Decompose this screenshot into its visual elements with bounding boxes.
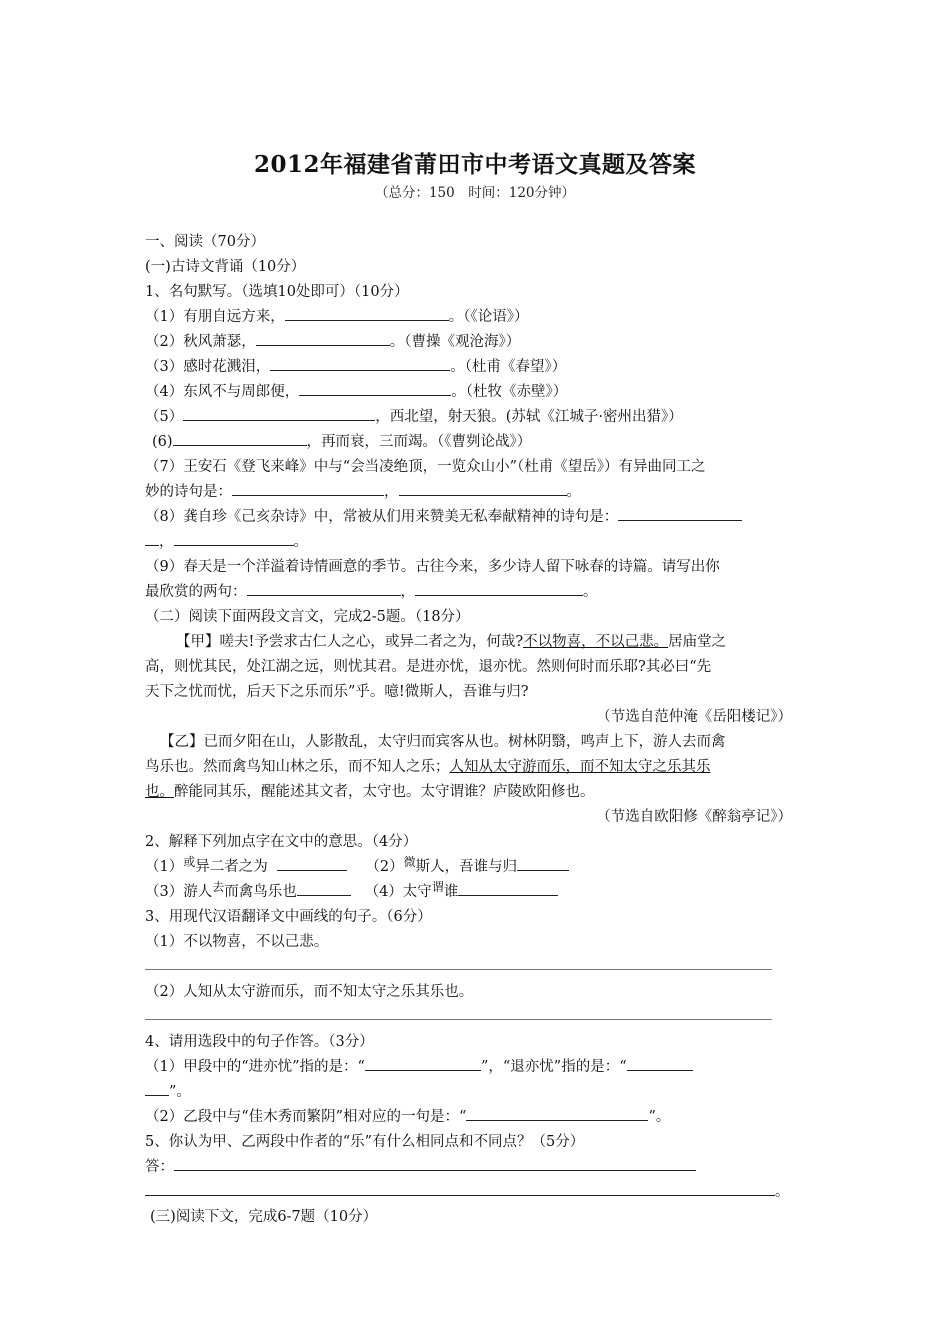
q1-item-4: （4）东风不与周郎便， 。（杜牧《赤壁》） bbox=[145, 384, 568, 400]
q1-item-6: (6) ，再而衰，三而竭。（《曹刿论战》） bbox=[152, 434, 532, 450]
subsection-heading: (一)古诗文背诵（10分） bbox=[145, 259, 306, 275]
passage-jia-line3: 天下之忧而忧，后天下之乐而乐”乎。噫!微斯人，吾谁与归? bbox=[145, 684, 529, 700]
page-title: 2012年福建省莆田市中考语文真题及答案 bbox=[253, 151, 696, 178]
q5-answer-line2: 。 bbox=[145, 1183, 790, 1201]
q4-item-1-line2: ”。 bbox=[145, 1083, 191, 1101]
q1-item-9-line2: 最欣赏的两句： ， 。 bbox=[145, 584, 598, 600]
q1-item-8-line2: ， 。 bbox=[145, 533, 308, 551]
subsection-heading-2: （二）阅读下面两段文言文，完成2-5题。（18分） bbox=[145, 609, 470, 625]
passage-yi-source: （节选自欧阳修《醉翁亭记》） bbox=[596, 809, 792, 825]
question-5-heading: 5、你认为甲、乙两段中作者的“乐”有什么相同点和不同点？（5分） bbox=[145, 1134, 585, 1150]
q4-item-2: （2）乙段中与“佳木秀而繁阴”相对应的一句是：“ ”。 bbox=[145, 1109, 671, 1125]
q3-item-1: （1）不以物喜，不以己悲。 bbox=[145, 934, 329, 950]
q1-item-5: （5） ，西北望，射天狼。(苏轼《江城子·密州出猎》） bbox=[145, 409, 683, 425]
q3-item-2: （2）人知从太守游而乐，而不知太守之乐其乐也。 bbox=[145, 984, 474, 1000]
passage-yi-line2: 鸟乐也。然而禽鸟知山林之乐，而不知人之乐；人知从太守游而乐，而不知太守之乐其乐 bbox=[145, 759, 711, 775]
question-3-heading: 3、用现代汉语翻译文中画线的句子。（6分） bbox=[145, 909, 432, 925]
question-1-heading: 1、名句默写。（选填10处即可）（10分） bbox=[145, 284, 409, 300]
q3-answer-line-1 bbox=[145, 969, 772, 970]
q2-items-row2: （3）游人$^去$而禽鸟乐也 （4）太守$^谓$谁 bbox=[145, 883, 558, 901]
question-2-heading: 2、解释下列加点字在文中的意思。（4分） bbox=[145, 834, 418, 850]
page-subtitle: （总分：150 时间：120分钟） bbox=[374, 185, 576, 201]
q1-item-1: （1）有朋自远方来， 。（《论语》） bbox=[145, 309, 529, 325]
subsection-heading-3: (三)阅读下文，完成6-7题（10分） bbox=[150, 1209, 378, 1225]
q4-item-1-line1: （1）甲段中的“进亦忧”指的是：“ ”，“退亦忧”指的是：“ bbox=[145, 1058, 693, 1076]
passage-yi-line1: 【乙】已而夕阳在山，人影散乱，太守归而宾客从也。树林阴翳，鸣声上下，游人去而禽 bbox=[160, 734, 726, 750]
q1-item-9-line1: （9）春天是一个洋溢着诗情画意的季节。古往今来，多少诗人留下咏春的诗篇。请写出你 bbox=[145, 559, 720, 575]
q1-item-7-line1: （7）王安石《登飞来峰》中与“会当凌绝顶，一览众山小”（杜甫《望岳》）有异曲同工之 bbox=[145, 459, 706, 475]
passage-jia-source: （节选自范仲淹《岳阳楼记》） bbox=[596, 709, 792, 725]
passage-jia-line2: 高，则忧其民，处江湖之远，则忧其君。是进亦忧，退亦忧。然则何时而乐耶?其必曰“先 bbox=[145, 659, 712, 675]
passage-yi-line3: 也。醉能同其乐，醒能述其文者，太守也。太守谓谁？庐陵欧阳修也。 bbox=[145, 784, 595, 800]
q3-answer-line-2 bbox=[145, 1019, 772, 1020]
q2-items-row1: $(1)^或$异二者之为 $(2)^微$斯人，吾谁与归 bbox=[145, 858, 569, 876]
q1-item-2: （2）秋风萧瑟， 。（曹操《观沧海》） bbox=[145, 334, 521, 350]
q1-item-3: （3）感时花溅泪， 。（杜甫《春望》） bbox=[145, 359, 567, 375]
q5-answer-line1: 答： bbox=[145, 1158, 696, 1176]
section-heading: 一、阅读（70分） bbox=[145, 234, 265, 250]
question-4-heading: 4、请用选段中的句子作答。（3分） bbox=[145, 1034, 374, 1050]
passage-jia-line1: 【甲】嗟夫!予尝求古仁人之心，或异二者之为，何哉?不以物喜，不以己悲。居庙堂之 bbox=[176, 634, 727, 650]
q1-item-7-line2: 妙的诗句是： ， 。 bbox=[145, 484, 581, 500]
q1-item-8-line1: （8）龚自珍《己亥杂诗》中，常被从们用来赞美无私奉献精神的诗句是： bbox=[145, 508, 742, 526]
